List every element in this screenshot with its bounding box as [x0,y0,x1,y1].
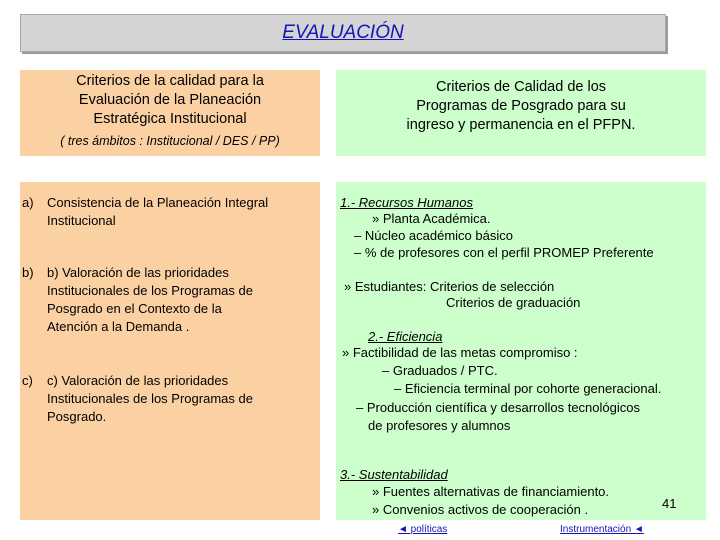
criteria-line: » Fuentes alternativas de financiamiento. [372,484,610,499]
left-header-subtitle: ( tres ámbitos : Institucional / DES / PP) [60,134,280,148]
title-banner [20,14,666,52]
item-text-line: Institucionales de los Programas de [47,391,253,406]
page-number: 41 [662,496,677,511]
criteria-line: – Graduados / PTC. [382,363,498,378]
item-text-line: b) Valoración de las prioridades [47,265,229,280]
left-header-panel [20,70,320,156]
item-text-line: Atención a la Demanda . [47,319,190,334]
left-header-line: Evaluación de la Planeación [78,92,262,108]
item-text-line: c) Valoración de las prioridades [47,373,229,388]
nav-link-politicas[interactable]: ◄ políticas [398,524,448,535]
right-header-panel [336,70,706,156]
item-text-line: Posgrado. [47,409,107,424]
criteria-line: Criterios de graduación [446,295,581,310]
nav-link-instrumentacion[interactable]: Instrumentación ◄ [560,524,644,535]
right-header-line: Criterios de Calidad de los [435,79,607,95]
left-header-line: Criterios de la calidad para la [76,73,264,89]
item-letter: a) [22,195,34,210]
criteria-line: » Estudiantes: Criterios de selección [344,279,555,294]
section-title-recursos: 1.- Recursos Humanos [340,195,473,210]
criteria-line: » Planta Académica. [372,211,491,226]
left-criteria-panel [20,182,320,520]
criteria-line: – Núcleo académico básico [354,228,513,243]
page-title: EVALUACIÓN [282,22,404,43]
right-header-line: ingreso y permanencia en el PFPN. [406,117,636,133]
left-header-line: Estratégica Institucional [93,111,247,127]
right-header-line: Programas de Posgrado para su [416,98,626,114]
criteria-line: de profesores y alumnos [368,418,511,433]
section-title-sustentabilidad: 3.- Sustentabilidad [340,467,448,482]
item-text-line: Institucionales de los Programas de [47,283,253,298]
right-criteria-panel [336,182,706,520]
item-text-line: Consistencia de la Planeación Integral [47,195,269,210]
item-letter: b) [22,265,34,280]
criteria-line: – Eficiencia terminal por cohorte generacional. [394,381,662,396]
criteria-line: » Factibilidad de las metas compromiso : [342,345,578,360]
item-text-line: Institucional [47,213,116,228]
criteria-line: – Producción científica y desarrollos tecnológicos [356,400,640,415]
item-letter: c) [22,373,33,388]
criteria-line: – % de profesores con el perfil PROMEP Preferente [354,245,654,260]
criteria-line: » Convenios activos de cooperación . [372,502,589,517]
section-title-eficiencia: 2.- Eficiencia [368,329,443,344]
item-text-line: Posgrado en el Contexto de la [47,301,222,316]
